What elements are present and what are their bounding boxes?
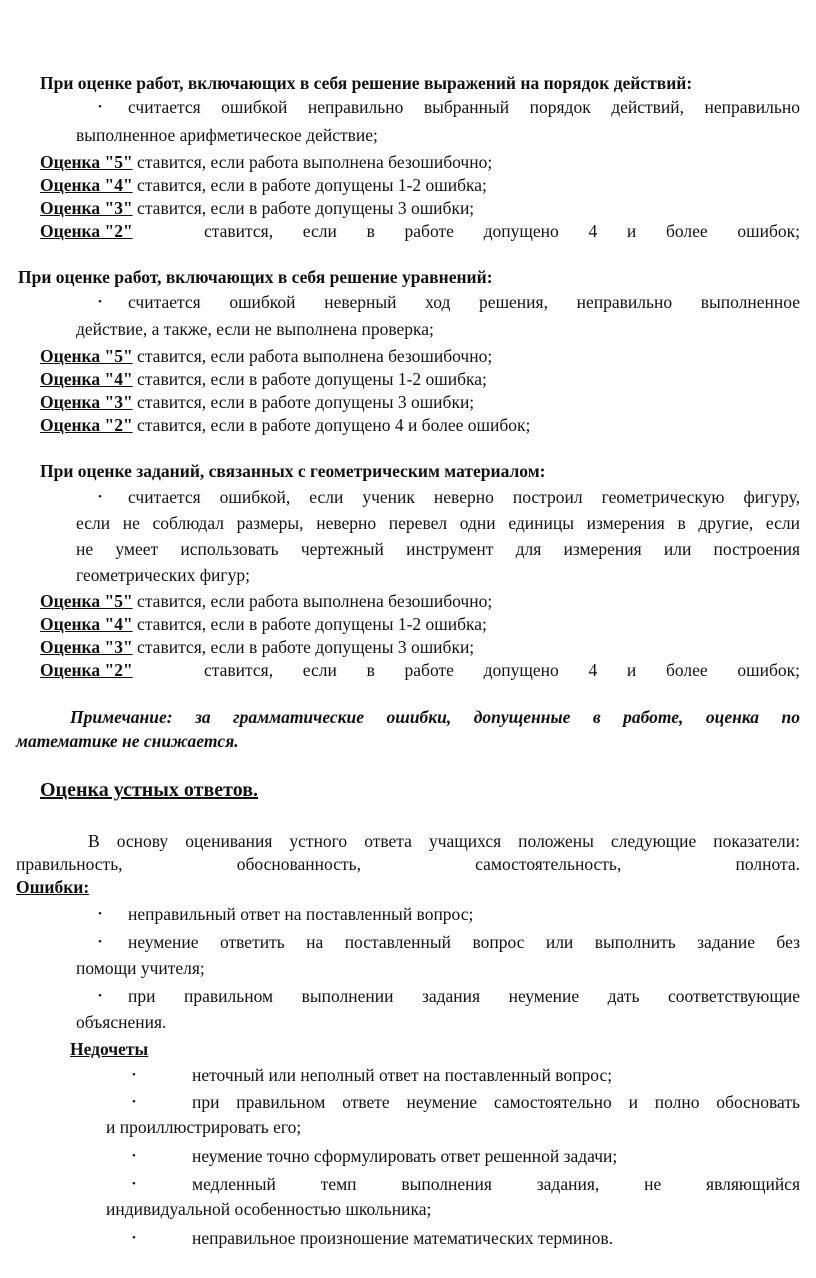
bullet-icon: • [98,936,102,948]
bullet-text: считается ошибкой неправильно выбранный порядок действий, неправильно [128,97,800,117]
grade-2-row [40,220,800,243]
bullet-icon: • [132,1096,136,1108]
section-title: Оценка устных ответов. [40,779,259,801]
bullet-icon: • [132,1150,136,1162]
bullet-icon: • [98,990,102,1002]
bullet-icon: • [132,1232,136,1244]
grade-text: ставится, если в работе допущены 3 ошибки; [137,198,475,218]
grade-4-row [40,368,487,391]
grade-text: ставится, если работа выполнена безошибочно; [137,591,493,611]
flaw-item: при правильном ответе неумение самостоятельно и полно обосновать [192,1092,800,1112]
bullet-icon: • [98,491,102,503]
note-text: Примечание: за грамматические ошибки, допущенные в работе, оценка по [70,707,800,727]
errors-label: Ошибки: [16,877,90,897]
grade-3-row [40,636,474,659]
flaw-item: неумение точно сформулировать ответ решенной задачи; [192,1146,618,1166]
bullet-text: считается ошибкой, если ученик неверно построил геометрическую фигуру, [128,487,800,507]
grade-3-row [40,197,474,220]
flaw-item-continued: индивидуальной особенностью школьника; [106,1199,432,1219]
flaw-item: неточный или неполный ответ на поставленный вопрос; [192,1065,613,1085]
error-item-continued: объяснения. [76,1012,167,1032]
grade-label: Оценка "4" [40,175,133,195]
bullet-text: считается ошибкой неверный ход решения, неправильно выполненное [128,292,800,312]
grade-2-row [40,659,800,682]
bullet-text-continued: если не соблюдал размеры, неверно перевел одни единицы измерения в другие, если [76,513,800,533]
grade-text: ставится, если в работе допущено 4 и более ошибок; [204,221,800,241]
grade-text: ставится, если в работе допущены 3 ошибки; [137,637,475,657]
grade-label: Оценка "5" [40,152,133,172]
error-item: неправильный ответ на поставленный вопрос; [128,904,474,924]
error-item: при правильном выполнении задания неумение дать соответствующие [128,986,800,1006]
grade-5-row [40,590,492,613]
flaw-item-continued: и проиллюстрировать его; [106,1117,302,1137]
grade-4-row [40,613,487,636]
grade-text: ставится, если в работе допущены 1-2 ошибка; [137,369,487,389]
flaws-label: Недочеты [70,1039,149,1059]
bullet-icon: • [132,1178,136,1190]
grade-text: ставится, если в работе допущено 4 и более ошибок; [204,660,800,680]
bullet-text-continued: не умеет использовать чертежный инструмент для измерения или построения [76,539,800,559]
bullet-icon: • [98,296,102,308]
flaw-item: неправильное произношение математических терминов. [192,1228,614,1248]
bullet-icon: • [98,101,102,113]
grade-text: ставится, если в работе допущены 3 ошибки; [137,392,475,412]
grade-text: ставится, если в работе допущены 1-2 ошибка; [137,175,487,195]
bullet-text-continued: геометрических фигур; [76,565,250,585]
grade-label: Оценка "5" [40,346,133,366]
flaw-item: медленный темп выполнения задания, не являющийся [192,1174,800,1194]
grade-label: Оценка "3" [40,637,133,657]
grade-text: ставится, если в работе допущены 1-2 ошибка; [137,614,487,634]
note-text-continued: математике не снижается. [16,731,239,751]
grade-label: Оценка "4" [40,369,133,389]
bullet-icon: • [132,1069,136,1081]
grade-label: Оценка "5" [40,591,133,611]
grade-2-row [40,414,530,437]
intro-text-continued: правильность, обоснованность, самостоятельность, полнота. [16,854,800,874]
intro-text: В основу оценивания устного ответа учащихся положены следующие показатели: [88,831,800,851]
error-item-continued: помощи учителя; [76,958,205,978]
grade-text: ставится, если работа выполнена безошибочно; [137,346,493,366]
grade-label: Оценка "4" [40,614,133,634]
grade-4-row [40,174,487,197]
section-heading: При оценке работ, включающих в себя решение уравнений: [18,267,493,287]
grade-5-row [40,151,492,174]
grade-label: Оценка "2" [40,221,133,241]
grade-label: Оценка "2" [40,660,133,680]
bullet-text-continued: выполненное арифметическое действие; [76,125,378,145]
error-item: неумение ответить на поставленный вопрос или выполнить задание без [128,932,800,952]
grade-5-row [40,345,492,368]
grade-label: Оценка "2" [40,415,133,435]
section-heading: При оценке работ, включающих в себя решение выражений на порядок действий: [40,73,693,93]
grade-text: ставится, если работа выполнена безошибочно; [137,152,493,172]
bullet-text-continued: действие, а также, если не выполнена проверка; [76,319,434,339]
section-heading: При оценке заданий, связанных с геометрическим материалом: [40,461,546,481]
grade-label: Оценка "3" [40,392,133,412]
grade-text: ставится, если в работе допущено 4 и более ошибок; [137,415,531,435]
grade-label: Оценка "3" [40,198,133,218]
grade-3-row [40,391,474,414]
bullet-icon: • [98,908,102,920]
